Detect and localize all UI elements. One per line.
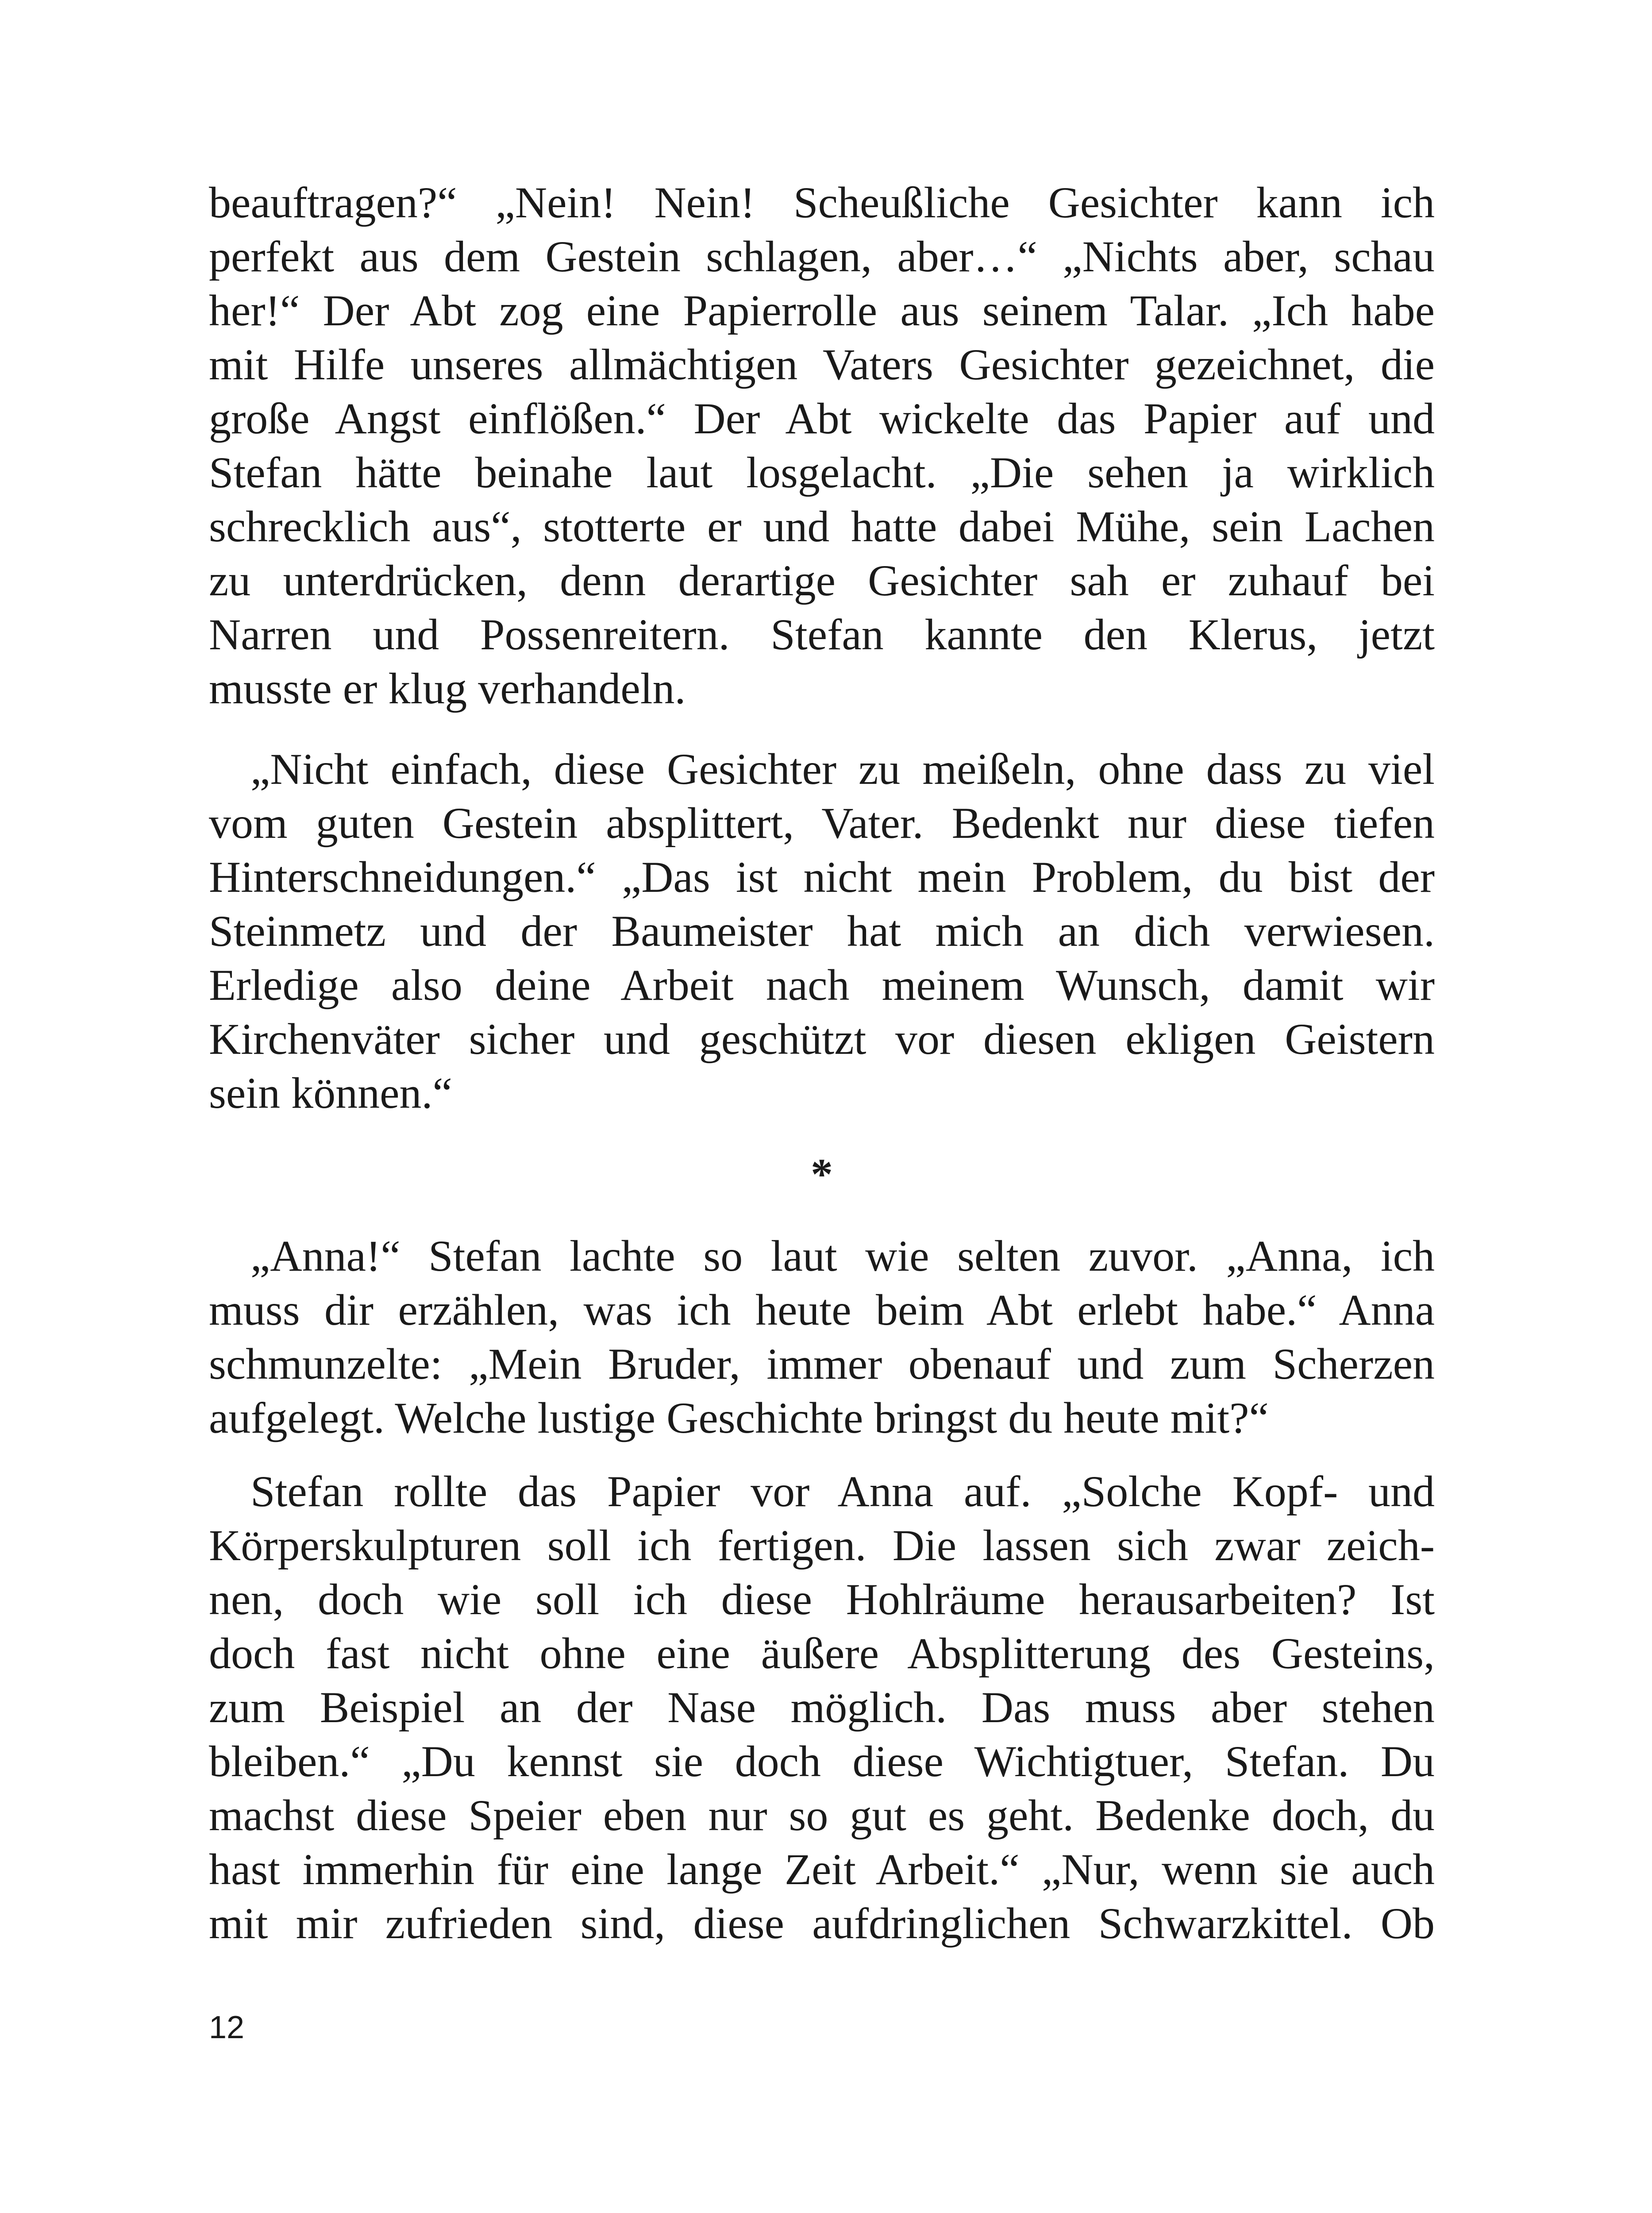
page-number: 12 [209,2010,245,2045]
text-line: schmunzelte: „Mein Bruder, immer obenauf und zum Scherzen [209,1339,1435,1388]
text-line: vom guten Gestein absplittert, Vater. Bedenkt nur diese tiefen [209,798,1435,848]
paragraph-1 [209,176,1435,716]
text-line: musste er klug verhandeln. [209,664,686,713]
text-line: zu unterdrücken, denn derartige Gesichter sah er zuhauf bei [209,556,1435,605]
text-line: zum Beispiel an der Nase möglich. Das muss aber stehen [209,1683,1435,1732]
text-line: aufgelegt. Welche lustige Geschichte bringst du heute mit?“ [209,1393,1269,1442]
text-line: schrecklich aus“, stotterte er und hatte dabei Mühe, sein Lachen [209,502,1435,551]
text-line: hast immerhin für eine lange Zeit Arbeit.“ „Nur, wenn sie auch [209,1845,1435,1894]
text-line: Stefan hätte beinahe laut losgelacht. „Die sehen ja wirklich [209,448,1435,497]
text-line: bleiben.“ „Du kennst sie doch diese Wichtigtuer, Stefan. Du [209,1737,1435,1786]
text-line: Hinterschneidungen.“ „Das ist nicht mein Problem, du bist der [209,852,1435,902]
section-separator: * [811,1149,833,1199]
paragraph-4 [209,1465,1435,1951]
text-line: sein können.“ [209,1068,452,1118]
text-line: Stefan rollte das Papier vor Anna auf. „Solche Kopf- und [250,1467,1435,1516]
text-line: mit Hilfe unseres allmächtigen Vaters Gesichter gezeichnet, die [209,340,1435,389]
text-line: muss dir erzählen, was ich heute beim Abt erlebt habe.“ Anna [209,1285,1435,1334]
text-line: „Anna!“ Stefan lachte so laut wie selten zuvor. „Anna, ich [250,1231,1435,1280]
text-line: nen, doch wie soll ich diese Hohlräume herausarbeiten? Ist [209,1575,1435,1624]
text-line: Erledige also deine Arbeit nach meinem Wunsch, damit wir [209,960,1435,1010]
text-line: Narren und Possenreitern. Stefan kannte den Klerus, jetzt [209,610,1435,659]
paragraph-3 [209,1229,1435,1445]
text-line: machst diese Speier eben nur so gut es geht. Bedenke doch, du [209,1791,1435,1840]
text-line: her!“ Der Abt zog eine Papierrolle aus seinem Talar. „Ich habe [209,286,1435,335]
text-line: „Nicht einfach, diese Gesichter zu meißeln, ohne dass zu viel [250,744,1435,794]
text-line: doch fast nicht ohne eine äußere Absplitterung des Gesteins, [209,1629,1435,1678]
text-line: perfekt aus dem Gestein schlagen, aber…“ „Nichts aber, schau [209,232,1435,281]
text-line: große Angst einflößen.“ Der Abt wickelte das Papier auf und [209,394,1435,443]
text-line: Steinmetz und der Baumeister hat mich an dich verwiesen. [209,906,1435,956]
text-line: Körperskulpturen soll ich fertigen. Die lassen sich zwar zeich- [209,1521,1435,1570]
paragraph-2 [209,742,1435,1120]
text-line: mit mir zufrieden sind, diese aufdringlichen Schwarzkittel. Ob [209,1899,1435,1948]
text-line: beauftragen?“ „Nein! Nein! Scheußliche Gesichter kann ich [209,178,1435,227]
text-line: Kirchenväter sicher und geschützt vor diesen ekligen Geistern [209,1014,1435,1064]
